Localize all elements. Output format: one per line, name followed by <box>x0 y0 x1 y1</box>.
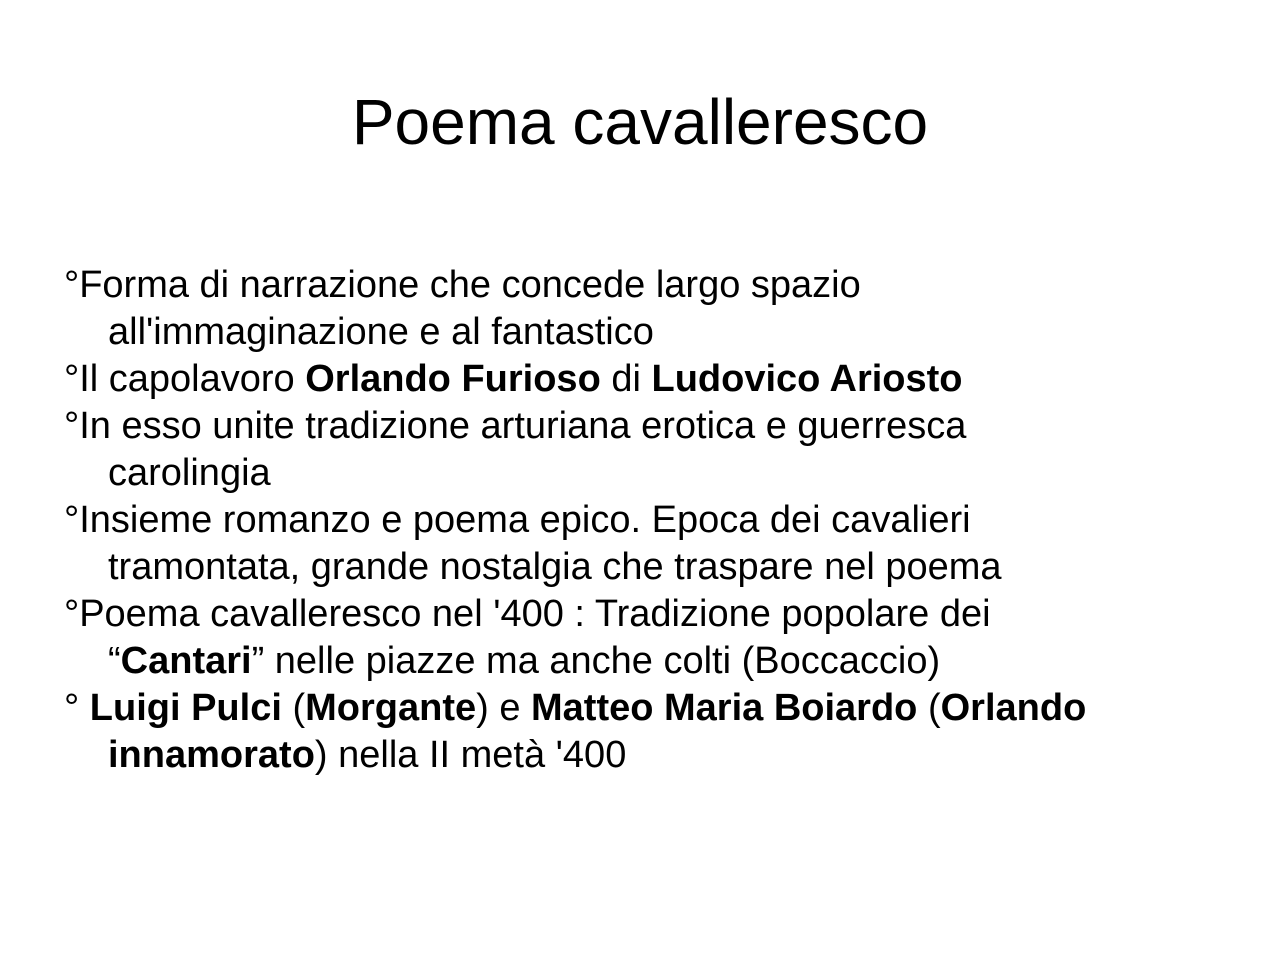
work-title-orlando-furioso: Orlando Furioso <box>305 358 601 400</box>
bullet-list <box>64 262 1264 779</box>
bullet-line <box>64 685 1264 732</box>
work-title-morgante: Morgante <box>305 687 477 729</box>
bullet-text: ° <box>64 687 90 729</box>
work-title-orlando: Orlando <box>940 687 1087 729</box>
bullet-text: di <box>600 358 652 400</box>
author-name-ariosto: Ludovico Ariosto <box>651 358 963 400</box>
bullet-item-insieme <box>64 497 1264 591</box>
bullet-item-tradizione <box>64 403 1264 497</box>
bullet-item-capolavoro <box>64 356 1264 403</box>
bullet-line: °Forma di narrazione che concede largo spazio <box>64 264 861 306</box>
bullet-text: °Il capolavoro <box>64 358 306 400</box>
bullet-line: carolingia <box>108 452 271 494</box>
bullet-line: °Insieme romanzo e poema epico. Epoca dei cavalieri <box>64 499 971 541</box>
bullet-line <box>64 356 1264 403</box>
bullet-item-forma <box>64 262 1264 356</box>
bullet-line: °Poema cavalleresco nel '400 : Tradizione popolare dei <box>64 593 991 635</box>
bullet-text: “ <box>108 640 121 682</box>
bullet-line: all'immaginazione e al fantastico <box>108 311 654 353</box>
bullet-text: ) e <box>476 687 532 729</box>
bullet-item-quattrocento <box>64 591 1264 685</box>
work-title-innamorato: innamorato <box>108 734 315 776</box>
bullet-line: tramontata, grande nostalgia che traspare nel poema <box>108 546 1002 588</box>
slide-title: Poema cavalleresco <box>351 86 929 158</box>
bullet-line <box>108 732 1264 779</box>
bullet-text: ( <box>281 687 306 729</box>
bullet-item-pulci-boiardo <box>64 685 1264 779</box>
bullet-line <box>108 638 1264 685</box>
bullet-text: ( <box>917 687 941 729</box>
bullet-text: ” nelle piazze ma anche colti (Boccaccio) <box>251 640 941 682</box>
author-name-pulci: Luigi Pulci <box>89 687 282 729</box>
term-cantari: Cantari <box>120 640 252 682</box>
bullet-text: ) nella II metà '400 <box>314 734 627 776</box>
author-name-boiardo: Matteo Maria Boiardo <box>531 687 918 729</box>
bullet-line: °In esso unite tradizione arturiana erotica e guerresca <box>64 405 967 447</box>
